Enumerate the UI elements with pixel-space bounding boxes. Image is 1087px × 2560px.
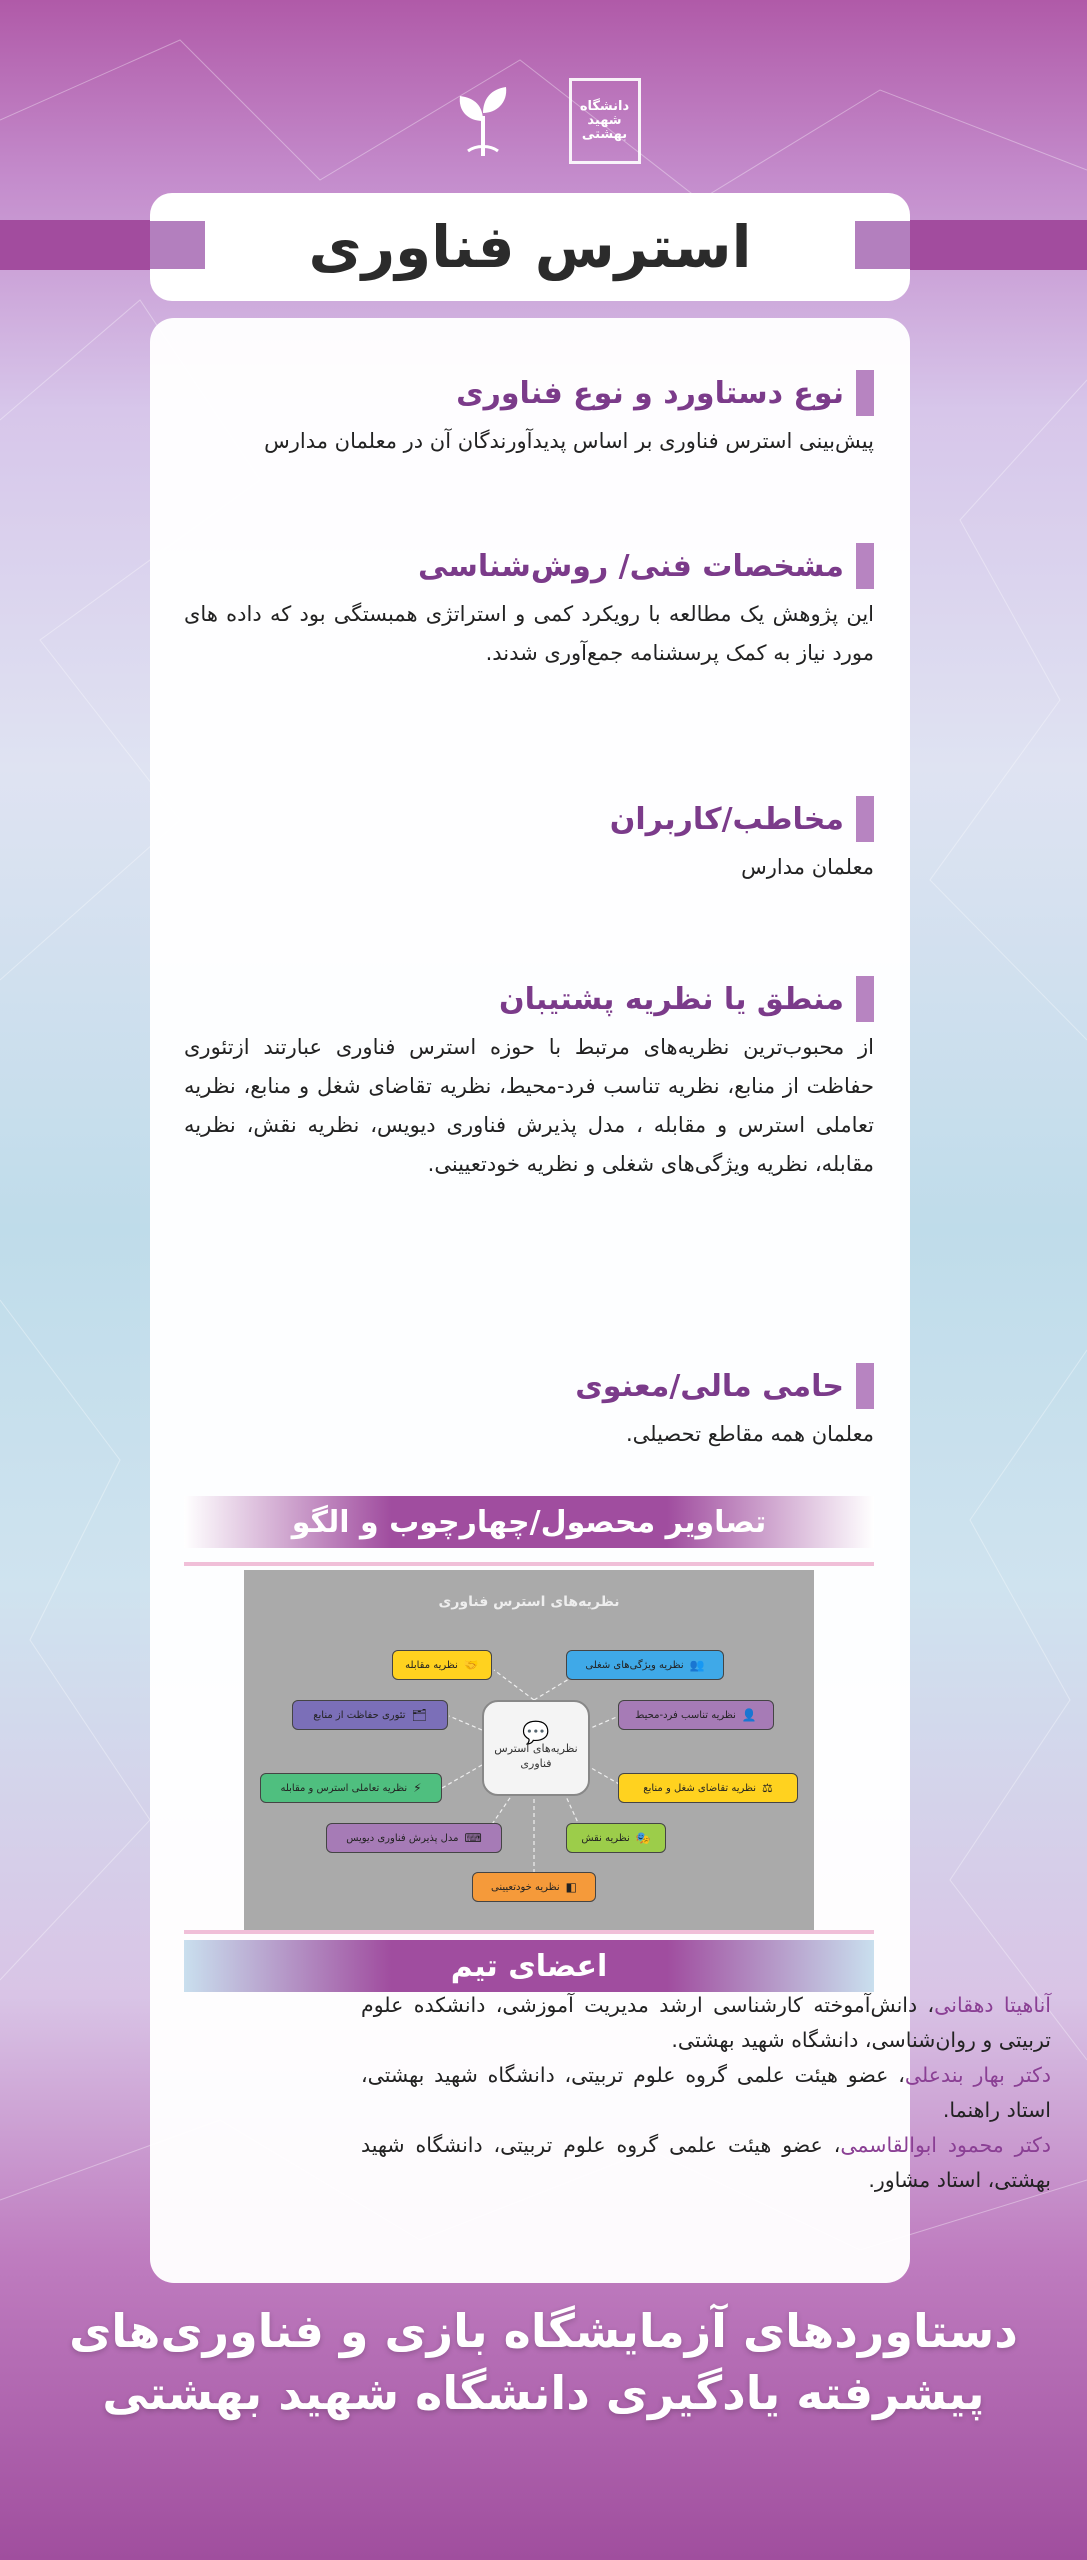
university-logo <box>569 78 641 164</box>
figure-center-label: نظریه‌های استرس فناوری <box>494 1741 578 1770</box>
figure-node <box>566 1823 666 1853</box>
figure-node <box>292 1700 448 1730</box>
node-label: نظریه نقش <box>581 1832 630 1844</box>
section-methodology <box>184 543 874 673</box>
member-desc: ، عضو هیئت علمی گروه علوم تربیتی، دانشگاه شهید بهشتی، استاد راهنما. <box>361 2063 1051 2122</box>
section-achievement-type <box>184 370 874 461</box>
title-card <box>150 193 910 301</box>
node-label: نظریه تعاملی استرس و مقابله <box>280 1782 408 1794</box>
handshake-icon: 🤝 <box>463 1658 479 1672</box>
section-title: مخاطب/کاربران <box>609 801 844 837</box>
section-audience <box>184 796 874 887</box>
section-marker <box>856 370 874 416</box>
title-tab-right <box>855 221 910 269</box>
section-sponsor <box>184 1363 874 1454</box>
team-icon: 👥 <box>689 1658 705 1672</box>
balance-icon: ⚖ <box>762 1781 773 1795</box>
footer-title <box>0 2300 1087 2424</box>
divider <box>184 1930 874 1934</box>
section-text: از محبوب‌ترین نظریه‌های مرتبط با حوزه استرس فناوری عبارتند ازتئوری حفاظت از منابع، نظریه تناسب فرد-محیط، نظریه تقاضای شغل و منابع، نظریه تعاملی استرس و مقابله ، مدل پذیرش فناوری دیویس، نظریه نقش، نظریه مقابله، نظریه ویژگی‌های شغلی و نظریه خودتعیینی. <box>184 1035 874 1176</box>
section-marker <box>856 1363 874 1409</box>
divider <box>184 1562 874 1566</box>
lab-logo <box>447 78 519 164</box>
member-name: آناهیتا دهقانی <box>934 1993 1051 2017</box>
page-title: استرس فناوری <box>308 213 752 281</box>
figure-title: نظریه‌های استرس فناوری <box>438 1594 620 1610</box>
figure-node <box>326 1823 502 1853</box>
team-banner: اعضای تیم <box>184 1940 874 1992</box>
role-icon: 🎭 <box>635 1831 651 1845</box>
node-label: نظریه خودتعیینی <box>491 1881 560 1893</box>
self-icon: ◧ <box>565 1880 577 1894</box>
sprout-icon <box>448 81 518 161</box>
section-text: پیش‌بینی استرس فناوری بر اساس پدیدآورندگان آن در معلمان مدارس <box>264 429 874 453</box>
section-title: مشخصات فنی/ روش‌شناسی <box>418 548 844 584</box>
member-desc: ، عضو هیئت علمی گروه علوم تربیتی، دانشگاه شهید بهشتی، استاد مشاور. <box>361 2133 1051 2192</box>
team-member <box>361 2058 1051 2128</box>
section-title: حامی مالی/معنوی <box>575 1368 844 1404</box>
section-title: منطق یا نظریه پشتیبان <box>499 981 844 1017</box>
section-theory <box>184 976 874 1184</box>
member-name: دکتر بهار بندعلی <box>904 2063 1051 2087</box>
team-list <box>361 1988 1051 2198</box>
team-member <box>361 2128 1051 2198</box>
figure-node <box>472 1872 596 1902</box>
node-label: تئوری حفاظت از منابع <box>313 1709 406 1721</box>
title-tab-left <box>150 221 205 269</box>
figure-node <box>392 1650 492 1680</box>
section-title: نوع دستاورد و نوع فناوری <box>456 375 844 411</box>
member-desc: ، دانش‌آموخته کارشناسی ارشد مدیریت آموزشی، دانشکده علوم تربیتی و روان‌شناسی، دانشگاه شهید بهشتی. <box>361 1993 1051 2052</box>
theories-figure <box>244 1570 814 1932</box>
section-marker <box>856 976 874 1022</box>
node-label: نظریه مقابله <box>405 1659 458 1671</box>
team-member <box>361 1988 1051 2058</box>
figure-center-node <box>482 1700 590 1796</box>
node-label: مدل پذیرش فناوری دیویس <box>346 1832 459 1844</box>
logo-row <box>0 78 1087 164</box>
speech-bubble-icon: 💬 <box>522 1720 550 1746</box>
member-name: دکتر محمود ابوالقاسمی <box>840 2133 1051 2157</box>
university-logo-text: دانشگاه شهید بهشتی <box>579 98 630 143</box>
technology-icon: ⌨ <box>464 1831 482 1845</box>
figure-node <box>618 1773 798 1803</box>
node-label: نظریه تقاضای شغل و منابع <box>643 1782 756 1794</box>
section-marker <box>856 796 874 842</box>
images-banner: تصاویر محصول/چهارچوب و الگو <box>184 1496 874 1548</box>
figure-node <box>260 1773 442 1803</box>
node-label: نظریه تناسب فرد-محیط <box>635 1709 736 1721</box>
people-icon: 👤 <box>741 1708 757 1722</box>
resources-icon: 🗂 <box>411 1708 427 1722</box>
node-label: نظریه ویژگی‌های شغلی <box>585 1659 684 1671</box>
footer-line-2: پیشرفته یادگیری دانشگاه شهید بهشتی <box>102 2366 985 2420</box>
figure-node <box>618 1700 774 1730</box>
stress-icon: ⚡ <box>413 1781 422 1795</box>
section-marker <box>856 543 874 589</box>
section-text: معلمان مدارس <box>741 855 874 879</box>
footer-line-1: دستاوردهای آزمایشگاه بازی و فناوری‌های <box>69 2304 1018 2358</box>
section-text: این پژوهش یک مطالعه با رویکرد کمی و استراتژی همبستگی بود که داده های مورد نیاز به کمک پرسشنامه جمع‌آوری شدند. <box>184 602 874 665</box>
section-text: معلمان همه مقاطع تحصیلی. <box>625 1422 874 1446</box>
figure-node <box>566 1650 724 1680</box>
